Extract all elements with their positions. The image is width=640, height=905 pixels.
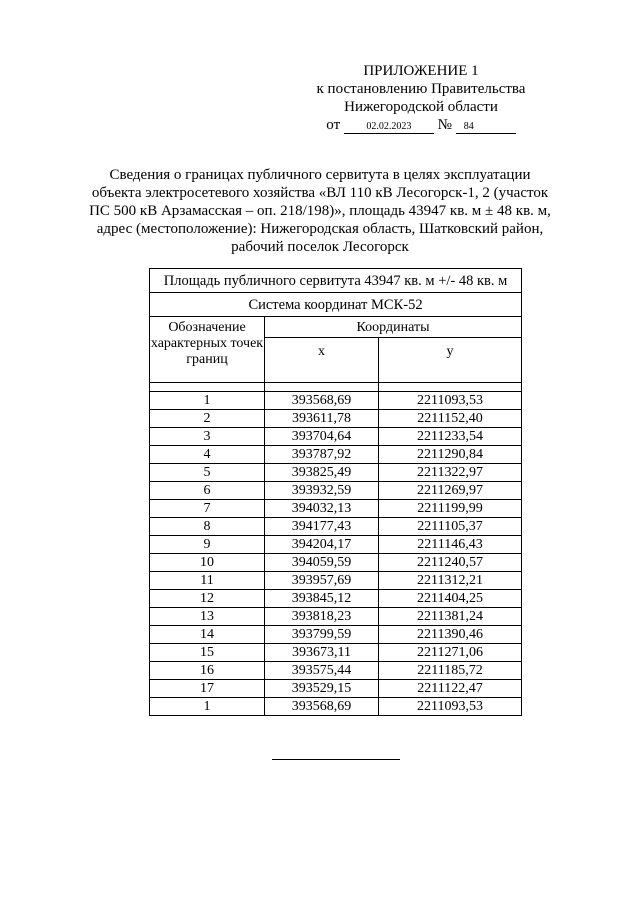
y-cell: 2211146,43 bbox=[379, 536, 522, 554]
x-cell: 393529,15 bbox=[265, 680, 379, 698]
point-cell: 15 bbox=[150, 644, 265, 662]
y-cell: 2211199,99 bbox=[379, 500, 522, 518]
y-cell: 2211322,97 bbox=[379, 464, 522, 482]
y-cell: 2211093,53 bbox=[379, 392, 522, 410]
y-cell: 2211404,25 bbox=[379, 590, 522, 608]
table-row bbox=[150, 500, 522, 518]
table-row bbox=[150, 608, 522, 626]
y-cell: 2211152,40 bbox=[379, 410, 522, 428]
y-cell: 2211290,84 bbox=[379, 446, 522, 464]
x-cell: 394204,17 bbox=[265, 536, 379, 554]
number-label: № bbox=[437, 117, 452, 133]
x-cell: 394059,59 bbox=[265, 554, 379, 572]
points-header: Обозначение характерных точек границ bbox=[150, 317, 265, 383]
y-cell: 2211105,37 bbox=[379, 518, 522, 536]
x-cell: 393568,69 bbox=[265, 698, 379, 716]
appendix-title: ПРИЛОЖЕНИЕ 1 bbox=[363, 63, 479, 79]
coordinate-system-caption: Система координат МСК-52 bbox=[150, 293, 522, 317]
point-cell: 4 bbox=[150, 446, 265, 464]
x-cell: 393568,69 bbox=[265, 392, 379, 410]
table-row bbox=[150, 482, 522, 500]
resolution-number: 84 bbox=[456, 121, 516, 134]
y-cell: 2211269,97 bbox=[379, 482, 522, 500]
point-cell: 14 bbox=[150, 626, 265, 644]
y-cell: 2211240,57 bbox=[379, 554, 522, 572]
x-cell: 393787,92 bbox=[265, 446, 379, 464]
y-cell: 2211312,21 bbox=[379, 572, 522, 590]
appendix-line-resolution: к постановлению Правительства bbox=[316, 81, 526, 97]
appendix-line-region: Нижегородской области bbox=[344, 99, 498, 115]
table-row bbox=[150, 464, 522, 482]
table-row bbox=[150, 698, 522, 716]
header-row bbox=[150, 317, 522, 338]
appendix-date-line bbox=[306, 116, 536, 134]
table-row bbox=[150, 554, 522, 572]
point-cell: 13 bbox=[150, 608, 265, 626]
point-cell: 3 bbox=[150, 428, 265, 446]
area-row bbox=[150, 269, 522, 293]
y-cell: 2211122,47 bbox=[379, 680, 522, 698]
y-cell: 2211185,72 bbox=[379, 662, 522, 680]
point-cell: 1 bbox=[150, 392, 265, 410]
point-cell: 17 bbox=[150, 680, 265, 698]
x-cell: 393799,59 bbox=[265, 626, 379, 644]
y-header: y bbox=[379, 338, 522, 383]
y-cell: 2211390,46 bbox=[379, 626, 522, 644]
table-row bbox=[150, 518, 522, 536]
x-cell: 393932,59 bbox=[265, 482, 379, 500]
table-row bbox=[150, 662, 522, 680]
coordinates-header: Координаты bbox=[265, 317, 522, 338]
x-cell: 393957,69 bbox=[265, 572, 379, 590]
table-row bbox=[150, 536, 522, 554]
point-cell: 2 bbox=[150, 410, 265, 428]
table-row bbox=[150, 428, 522, 446]
appendix-block bbox=[306, 62, 536, 134]
x-cell: 393673,11 bbox=[265, 644, 379, 662]
y-cell: 2211093,53 bbox=[379, 698, 522, 716]
x-cell: 393575,44 bbox=[265, 662, 379, 680]
signature-line bbox=[272, 759, 400, 760]
system-row bbox=[150, 293, 522, 317]
table-row bbox=[150, 626, 522, 644]
point-cell: 10 bbox=[150, 554, 265, 572]
point-cell: 6 bbox=[150, 482, 265, 500]
y-cell: 2211381,24 bbox=[379, 608, 522, 626]
point-cell: 7 bbox=[150, 500, 265, 518]
x-cell: 393818,23 bbox=[265, 608, 379, 626]
table-row bbox=[150, 590, 522, 608]
table-row bbox=[150, 446, 522, 464]
table-row bbox=[150, 572, 522, 590]
point-cell: 12 bbox=[150, 590, 265, 608]
y-cell: 2211233,54 bbox=[379, 428, 522, 446]
document-heading: Сведения о границах публичного сервитута в целях эксплуатации объекта электросетевого хозяйства «ВЛ 110 кВ Лесогорск-1, 2 (участок ПС 500 кВ Арзамасская – оп. 218/198)», площадь 43947 кв. м ± 48 кв. м, адрес (местоположение): Нижегородская область, Шатковский район, рабочий поселок Лесогорск bbox=[89, 167, 551, 255]
point-cell: 5 bbox=[150, 464, 265, 482]
table-row bbox=[150, 644, 522, 662]
point-cell: 1 bbox=[150, 698, 265, 716]
table-row bbox=[150, 680, 522, 698]
point-cell: 8 bbox=[150, 518, 265, 536]
point-cell: 9 bbox=[150, 536, 265, 554]
x-cell: 393845,12 bbox=[265, 590, 379, 608]
resolution-date: 02.02.2023 bbox=[344, 121, 434, 134]
x-cell: 393611,78 bbox=[265, 410, 379, 428]
x-header: x bbox=[265, 338, 379, 383]
y-cell: 2211271,06 bbox=[379, 644, 522, 662]
area-caption: Площадь публичного сервитута 43947 кв. м +/- 48 кв. м bbox=[150, 269, 522, 293]
point-cell: 11 bbox=[150, 572, 265, 590]
x-cell: 393825,49 bbox=[265, 464, 379, 482]
point-cell: 16 bbox=[150, 662, 265, 680]
date-from-label: от bbox=[326, 117, 341, 133]
table-row bbox=[150, 392, 522, 410]
x-cell: 394032,13 bbox=[265, 500, 379, 518]
coordinates-table bbox=[149, 268, 522, 716]
x-cell: 393704,64 bbox=[265, 428, 379, 446]
spacer-row bbox=[150, 383, 522, 392]
x-cell: 394177,43 bbox=[265, 518, 379, 536]
table-row bbox=[150, 410, 522, 428]
